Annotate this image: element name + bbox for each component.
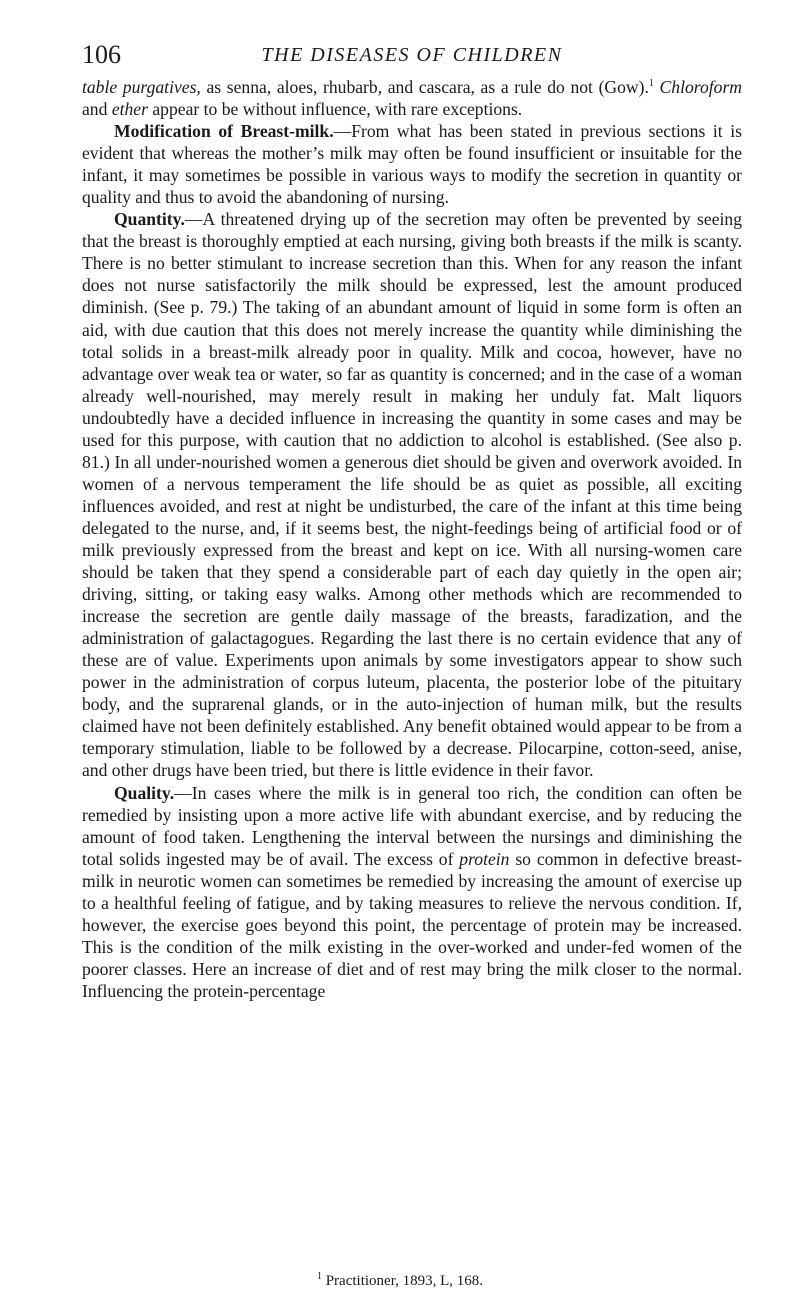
section-heading: Modification of Breast-milk.	[114, 121, 334, 142]
footnote-text: Practitioner, 1893, L, 168.	[321, 1273, 484, 1289]
italic-term: protein	[459, 848, 510, 869]
body-text	[82, 76, 742, 1002]
italic-term: ether	[111, 99, 148, 120]
paragraph-text: and	[82, 99, 112, 120]
paragraph-text: —A threatened drying up of the secretion may often be prevented by seeing that the breast is thoroughly emptied at each nursing, giving both breasts if the milk is scanty. There is no better stimulant to increase secretion than this. When for any reason the infant does not nurse satisfactorily the milk should be expressed, lest the amount produced diminish. (See p. 79.) The taking of an abundant amount of liquid in some form is often an aid, with due caution that this does not merely increase the quantity while diminishing the total solids in a breast-milk already poor in quality. Milk and cocoa, however, have no advantage over weak tea or water, so far as quantity is concerned; and in the case of a woman already well-nourished, may merely result in making her unduly fat. Malt liquors undoubtedly have a decided influence in increasing the quantity in some cases and may be used for this purpose, with caution that no addiction to alcohol is established. (See also p. 81.) In all under-nourished women a generous diet should be given and overwork avoided. In women of a nervous temperament the life should be as quiet as possible, all exciting influences avoided, and rest at night be undisturbed, the care of the infant at this time being delegated to the nurse, and, if it seems best, the night-feedings being of artificial food or of milk previously expressed from the breast and kept on ice. With all nursing-women care should be taken that they spend a considerable part of each day quietly in the open air; driving, sitting, or taking easy walks. Among other methods which are recommended to increase the secretion are gentle daily massage of the breasts, faradization, and the administration of galactagogues. Regarding the last there is no certain evidence that any of these are of value. Experiments upon animals by some investigators appear to show such power in the administration of corpus luteum, placenta, the posterior lobe of the pituitary body, and the suprarenal glands, or in the auto-injection of human milk, but the results claimed have not been definitely established. Any benefit obtained would appear to be from a temporary stimulation, liable to be followed by a decrease. Pilocarpine, cotton-seed, anise, and other drugs have been tried, but there is little evidence in their favor.	[82, 209, 742, 781]
subsection-heading: Quality.	[114, 782, 175, 803]
paragraph-purgatives	[82, 76, 742, 120]
footnote	[0, 1272, 800, 1290]
paragraph-text: —In cases where the milk is in general too rich, the condition can often be remedied by insisting upon a more active life with abundant exercise, and by reducing the amount of food taken. Lengthening the interval between the nursings and diminishing the total solids ingested may be of avail. The excess of	[82, 782, 742, 869]
paragraph-quantity	[82, 208, 742, 781]
subsection-heading: Quantity.	[114, 209, 185, 230]
paragraph-quality	[82, 782, 742, 1002]
footnote-marker: 1	[316, 1271, 322, 1282]
paragraph-text: appear to be without influence, with rare exceptions.	[147, 99, 523, 120]
paragraph-modification	[82, 120, 742, 208]
paragraph-text: so common in defective breast-milk in neurotic women can sometimes be remedied by increasing the amount of exercise up to a healthful feeling of fatigue, and by taking measures to relieve the nervous condition. If, however, the exercise goes beyond this point, the percentage of protein may be increased. This is the condition of the milk existing in the over-worked and under-fed women of the poorer classes. Here an increase of diet and of rest may bring the milk closer to the normal. Influencing the protein-percentage	[82, 848, 742, 1001]
running-title: THE DISEASES OF CHILDREN	[261, 44, 563, 66]
footnote-ref: 1	[648, 78, 654, 90]
page-number: 106	[82, 40, 121, 69]
running-head	[82, 40, 742, 70]
paragraph-text: —From what has been stated in previous sections it is evident that whereas the mother’s milk may often be found insufficient or insuitable for the infant, it may sometimes be possible in various ways to modify the secretion in quantity or quality and thus to avoid the abandoning of nursing.	[82, 121, 742, 208]
italic-term: Chloroform	[659, 77, 742, 97]
italic-term: table purgatives,	[82, 77, 201, 97]
paragraph-text: as senna, aloes, rhubarb, and cascara, as a rule do not (Gow).	[200, 77, 649, 97]
